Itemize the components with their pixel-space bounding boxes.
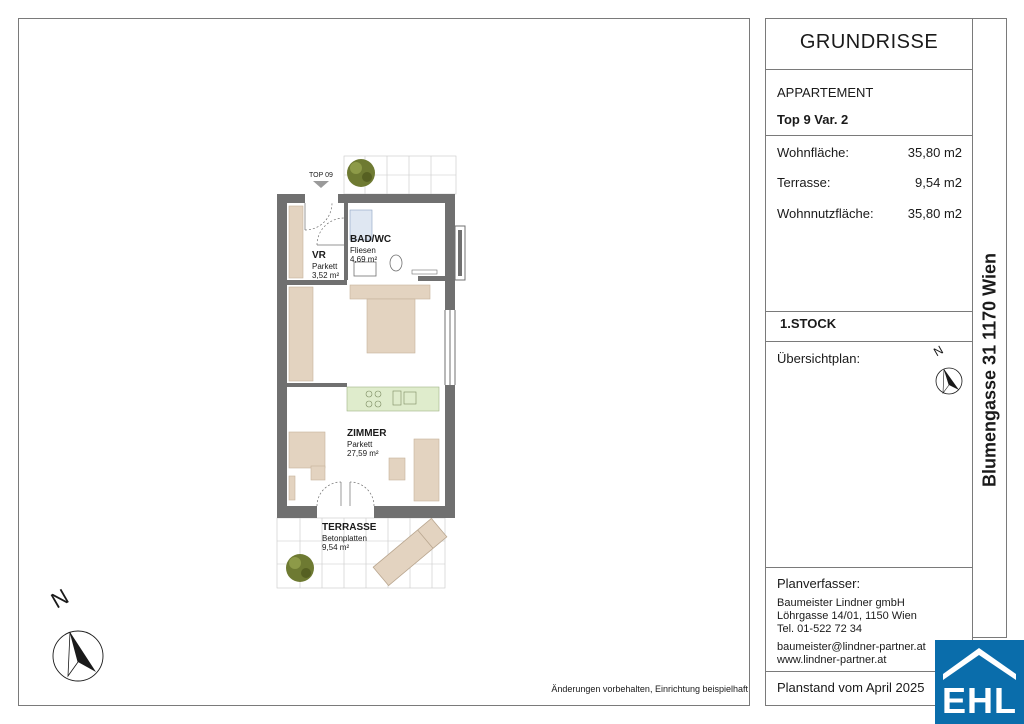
wardrobe-room: [289, 287, 313, 381]
entrance-arrow: [313, 181, 329, 188]
room-area: 9,54 m²: [322, 543, 350, 552]
room-material: Betonplatten: [322, 534, 367, 543]
title-block: [765, 18, 973, 706]
floor-label: 1.STOCK: [780, 316, 837, 331]
overview-label: Übersichtplan:: [777, 351, 861, 366]
area-label: Terrasse:: [777, 175, 831, 190]
plan-north-arrow: [53, 631, 103, 681]
plan-date: Planstand vom April 2025: [777, 680, 925, 695]
area-label: Wohnnutzfläche:: [777, 206, 874, 221]
ehl-logo-text: EHL: [942, 680, 1017, 721]
room-name: TERRASSE: [322, 522, 377, 533]
contact-website: www.lindner-partner.at: [777, 654, 887, 666]
upper-tree: [347, 159, 375, 187]
planner-line: Tel. 01-522 72 34: [777, 623, 863, 635]
dining-table: [289, 432, 325, 468]
disclaimer: Änderungen vorbehalten, Einrichtung beispielhaft: [551, 684, 748, 694]
area-value: 9,54 m2: [915, 175, 962, 190]
plan-north-letter: N: [46, 583, 73, 614]
overview-north-letter: N: [931, 342, 946, 360]
sofa: [414, 439, 439, 501]
planner-heading: Planverfasser:: [777, 576, 861, 591]
room-material: Parkett: [312, 262, 338, 271]
room-area: 4,69 m²: [350, 255, 378, 264]
planner-line: Löhrgasse 14/01, 1150 Wien: [777, 610, 917, 622]
room-area: 3,52 m²: [312, 271, 340, 280]
bed: [367, 299, 415, 353]
unit-type: APPARTEMENT: [777, 85, 874, 100]
ehl-roof-icon: [935, 640, 1024, 724]
terrace-tree: [286, 554, 314, 582]
room-name: VR: [312, 250, 326, 261]
street-address: Blumengasse 31 1170 Wien: [979, 253, 1000, 487]
entrance-tag: TOP 09: [309, 172, 333, 179]
area-label: Wohnfläche:: [777, 145, 850, 160]
unit-id: Top 9 Var. 2: [777, 112, 849, 127]
room-material: Parkett: [347, 440, 373, 449]
sheet-heading: GRUNDRISSE: [799, 31, 939, 53]
area-value: 35,80 m2: [907, 206, 962, 221]
room-name: ZIMMER: [347, 428, 387, 439]
planner-line: Baumeister Lindner gmbH: [777, 597, 905, 609]
area-value: 35,80 m2: [907, 145, 962, 160]
room-name: BAD/WC: [350, 234, 392, 245]
wardrobe-hall: [289, 206, 303, 278]
room-material: Fliesen: [350, 246, 376, 255]
toilet: [390, 255, 402, 271]
sink: [354, 262, 376, 276]
room-area: 27,59 m²: [347, 449, 379, 458]
contact-email: baumeister@lindner-partner.at: [777, 641, 926, 653]
